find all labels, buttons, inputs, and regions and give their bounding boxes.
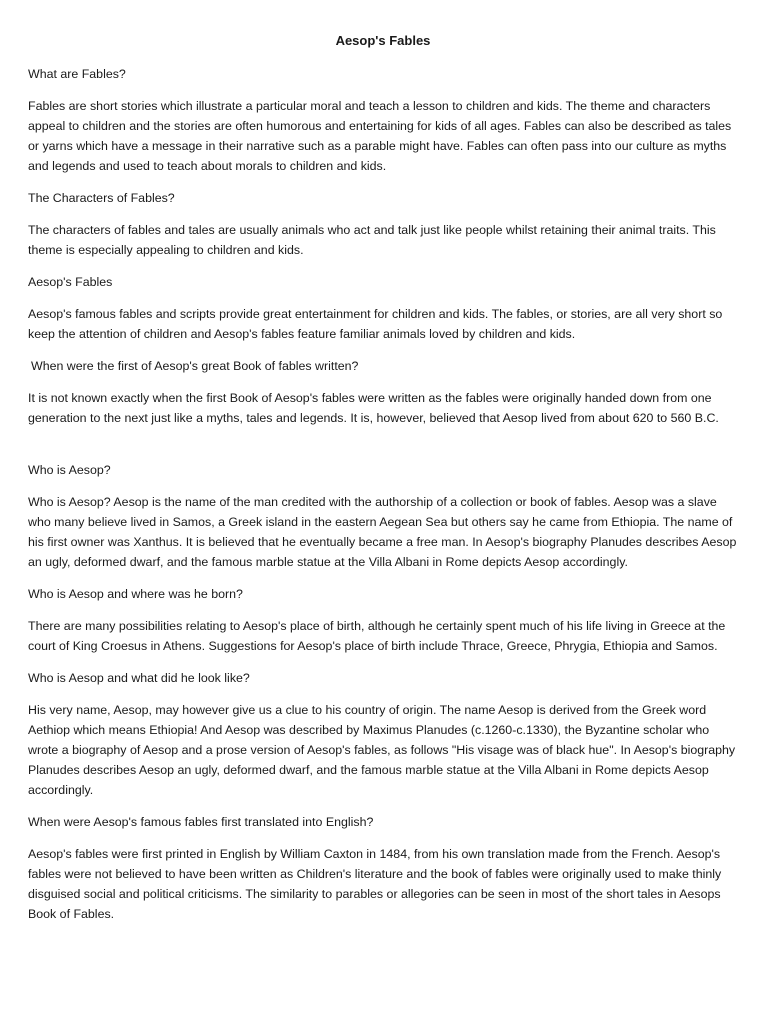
section-body-translated: Aesop's fables were first printed in English by William Caxton in 1484, from his own translation made from the French. Aesop's fables were not believed to have been written as Children's literature and the book of fables were originally used to make thinly disguised social and political criticisms. The similarity to parables or allegories can be seen in most of the short tales in Aesops Book of Fables. — [28, 847, 722, 921]
section-body-aesops-fables: Aesop's famous fables and scripts provide great entertainment for children and kids. The fables, or stories, are all very short so keep the attention of children and Aesop's fables feature familiar animals loved by children and kids. — [28, 307, 723, 341]
section-heading-where-born: Who is Aesop and where was he born? — [28, 587, 243, 601]
section-body-what-are-fables: Fables are short stories which illustrate a particular moral and teach a lesson to children and kids. The theme and characters appeal to children and the stories are often humorous and entertaining for kids of all ages. Fables can also be described as tales or yarns which have a message in their narrative such as a parable might have. Fables can often pass into our culture as myths and legends and used to teach about morals to children and kids. — [28, 99, 732, 173]
section-heading-aesops-fables: Aesop's Fables — [28, 275, 113, 289]
section-body-where-born: There are many possibilities relating to Aesop's place of birth, although he certainly spent much of his life living in Greece at the court of King Croesus in Athens. Suggestions for Aesop's place of birth include Thrace, Greece, Phrygia, Ethiopia and Samos. — [28, 619, 726, 653]
section-heading-characters: The Characters of Fables? — [28, 191, 175, 205]
section-body-who-is-aesop: Who is Aesop? Aesop is the name of the man credited with the authorship of a collection or book of fables. Aesop was a slave who many believe lived in Samos, a Greek island in the eastern Aegean Sea but others say he came from Ethiopia. The name of his first owner was Xanthus. It is believed that he eventually became a free man. In Aesop's biography Planudes describes Aesop an ugly, deformed dwarf, and the famous marble statue at the Villa Albani in Rome depicts Aesop accordingly. — [28, 495, 737, 569]
section-heading-look-like: Who is Aesop and what did he look like? — [28, 671, 250, 685]
section-body-look-like: His very name, Aesop, may however give us a clue to his country of origin. The name Aesop is derived from the Greek word Aethiop which means Ethiopia! And Aesop was described by Maximus Planudes (c.1260-c.1330), the Byzantine scholar who wrote a biography of Aesop and a prose version of Aesop's fables, as follows "His visage was of black hue". In Aesop's biography Planudes describes Aesop an ugly, deformed dwarf, and the famous marble statue at the Villa Albani in Rome depicts Aesop accordingly. — [28, 703, 736, 797]
section-body-characters: The characters of fables and tales are usually animals who act and talk just like people whilst retaining their animal traits. This theme is especially appealing to children and kids. — [28, 223, 716, 257]
section-heading-what-are-fables: What are Fables? — [28, 67, 126, 81]
section-heading-when-written: When were the first of Aesop's great Book of fables written? — [31, 359, 359, 373]
section-heading-translated: When were Aesop's famous fables first translated into English? — [28, 815, 374, 829]
section-body-when-written: It is not known exactly when the first Book of Aesop's fables were written as the fables were originally handed down from one generation to the next just like a myths, tales and legends. It is, however, believed that Aesop lived from about 620 to 560 B.C. — [28, 391, 719, 425]
document-title: Aesop's Fables — [335, 33, 431, 48]
section-heading-who-is-aesop: Who is Aesop? — [28, 463, 111, 477]
